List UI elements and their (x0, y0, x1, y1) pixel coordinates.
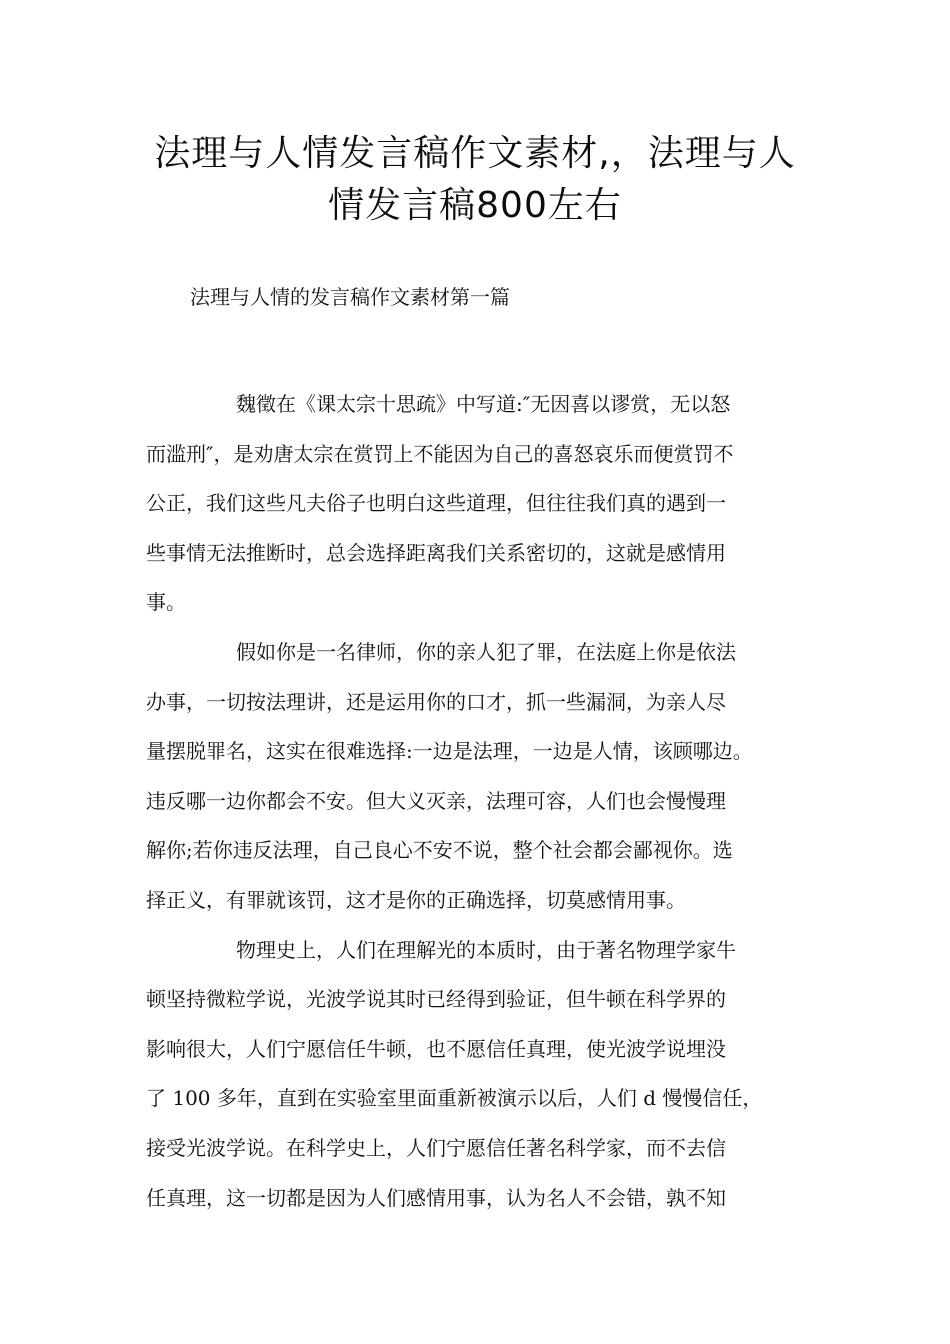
title-line: 情发言稿800左右 (328, 185, 622, 226)
section-subtitle: 法理与人情的发言稿作文素材第一篇 (190, 285, 510, 309)
body-text (146, 380, 836, 1223)
paragraph-line: 量摆脱罪名，这实在很难选择:一边是法理，一边是人情，该顾哪边。 (146, 739, 753, 764)
paragraph-line: 公正，我们这些凡夫俗子也明白这些道理，但往往我们真的遇到一 (146, 491, 726, 516)
paragraph-line: 而滥刑″，是劝唐太宗在赏罚上不能因为自己的喜怒哀乐而便赏罚不 (146, 441, 734, 466)
title-line: 法理与人情发言稿作文素材,，法理与人 (154, 133, 796, 174)
paragraph-line: 接受光波学说。在科学史上，人们宁愿信任著名科学家，而不去信 (146, 1135, 726, 1160)
document-title (120, 128, 830, 232)
paragraph-line: 任真理，这一切都是因为人们感情用事，认为名人不会错，孰不知 (146, 1185, 726, 1210)
paragraph-line: 顿坚持微粒学说，光波学说其时已经得到验证，但牛顿在科学界的 (146, 987, 726, 1012)
paragraph-line: 违反哪一边你都会不安。但大义灭亲，法理可容，人们也会慢慢理 (146, 788, 726, 813)
paragraph-line: 了 100 多年，直到在实验室里面重新被演示以后，人们 d 慢慢信任， (146, 1086, 763, 1111)
paragraph-line: 假如你是一名律师，你的亲人犯了罪，在法庭上你是依法 (236, 639, 736, 664)
paragraph-line: 物理史上，人们在理解光的本质时，由于著名物理学家牛 (236, 937, 736, 962)
paragraph-line: 解你;若你违反法理，自己良心不安不说，整个社会都会鄙视你。选 (146, 838, 733, 863)
paragraph-line: 办事，一切按法理讲，还是运用你的口才，抓一些漏洞，为亲人尽 (146, 689, 726, 714)
paragraph-line: 些事情无法推断时，总会选择距离我们关系密切的，这就是感情用 (146, 540, 726, 565)
paragraph-line: 事。 (146, 590, 186, 615)
paragraph-line: 魏徵在《课太宗十思疏》中写道:″无因喜以谬赏，无以怒 (236, 392, 731, 416)
paragraph-line: 影响很大，人们宁愿信任牛顿，也不愿信任真理，使光波学说埋没 (146, 1036, 726, 1061)
paragraph-line: 择正义，有罪就该罚，这才是你的正确选择，切莫感情用事。 (146, 887, 686, 912)
